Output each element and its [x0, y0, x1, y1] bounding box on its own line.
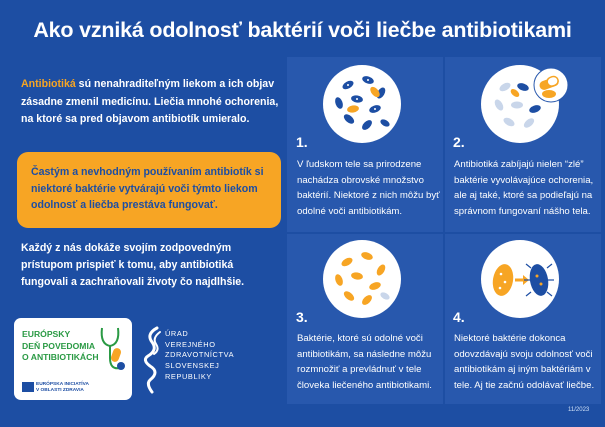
antibiotic-pills-icon: [481, 65, 571, 143]
responsibility-paragraph: Každý z nás dokáže svojím zodpovedným prístupom prispieť k tomu, aby antibiotiká fungovali a zachraňovali životy čo najdlhšie.: [21, 242, 245, 288]
page-title: Ako vzniká odolnosť baktérií voči liečbe antibiotikami: [33, 18, 572, 42]
intro-paragraph: [21, 76, 283, 129]
ministry-line-1: ÚRAD: [165, 329, 189, 338]
logo-line-3: O ANTIBIOTIKÁCH: [22, 352, 99, 362]
intro-highlight: Antibiotiká: [21, 78, 76, 90]
resistant-bacteria-icon: [323, 240, 401, 318]
ministry-line-3: ZDRAVOTNÍCTVA: [165, 350, 235, 360]
ministry-name: [165, 329, 234, 383]
logo-sub-1: EURÓPSKA INICIATÍVA: [36, 382, 89, 387]
logo-title: [22, 329, 99, 364]
step-3-text: Baktérie, ktoré sú odolné voči antibiotikám, sa následne môžu rozmnožiť a prevládnuť v tele človeka liečeného antibiotikami.: [297, 333, 432, 391]
ministry-line-2: VEREJNÉHO: [165, 339, 216, 349]
logo-sub-2: V OBLASTI ZDRAVIA: [36, 388, 84, 393]
ministry-line-5: REPUBLIKY: [165, 371, 212, 381]
resistance-transfer-icon: [481, 240, 559, 318]
eaad-logo: [14, 318, 132, 400]
ministry-line-4: SLOVENSKEJ: [165, 361, 220, 371]
eu-flag-icon: [22, 382, 34, 392]
logo-line-2: DEŇ POVEDOMIA: [22, 340, 96, 351]
bacteria-mixed-icon: [323, 65, 401, 143]
step-4-number: 4.: [453, 309, 465, 325]
stethoscope-icon: [96, 324, 128, 376]
intro-text: sú nenahraditeľným liekom a ich objav zásadne zmenil medicínu. Liečia mnohé ochorenia, na ktoré sa pred objavom antibiotík umieralo.: [21, 78, 279, 125]
step-1-text: V ľudskom tele sa prirodzene nachádza obrovské množstvo baktérií. Niektoré z nich môžu byť odolné voči antibiotikám.: [297, 159, 440, 217]
step-4-text: Niektoré baktérie dokonca odovzdávajú svoju odolnosť voči antibiotikám aj iným baktériám v tele. Aj tie začnú odolávať liečbe.: [454, 333, 595, 391]
uvz-emblem-icon: [142, 324, 164, 396]
step-1-number: 1.: [296, 134, 308, 150]
logo-line-1: EURÓPSKY: [22, 329, 71, 339]
step-2-number: 2.: [453, 134, 465, 150]
step-3-number: 3.: [296, 309, 308, 325]
step-2-text: Antibiotiká zabíjajú nielen “zlé” baktérie vyvolávajúce ochorenia, ale aj také, ktoré sa podieľajú na správnom fungovaní nášho tela.: [454, 159, 594, 217]
warning-callout: Častým a nevhodným používaním antibiotík si niektoré baktérie vytvárajú voči týmto liekom odolnosť a liečba prestáva fungovať.: [17, 152, 281, 228]
logo-subtitle: [36, 382, 89, 394]
publication-date: 11/2023: [568, 407, 590, 413]
